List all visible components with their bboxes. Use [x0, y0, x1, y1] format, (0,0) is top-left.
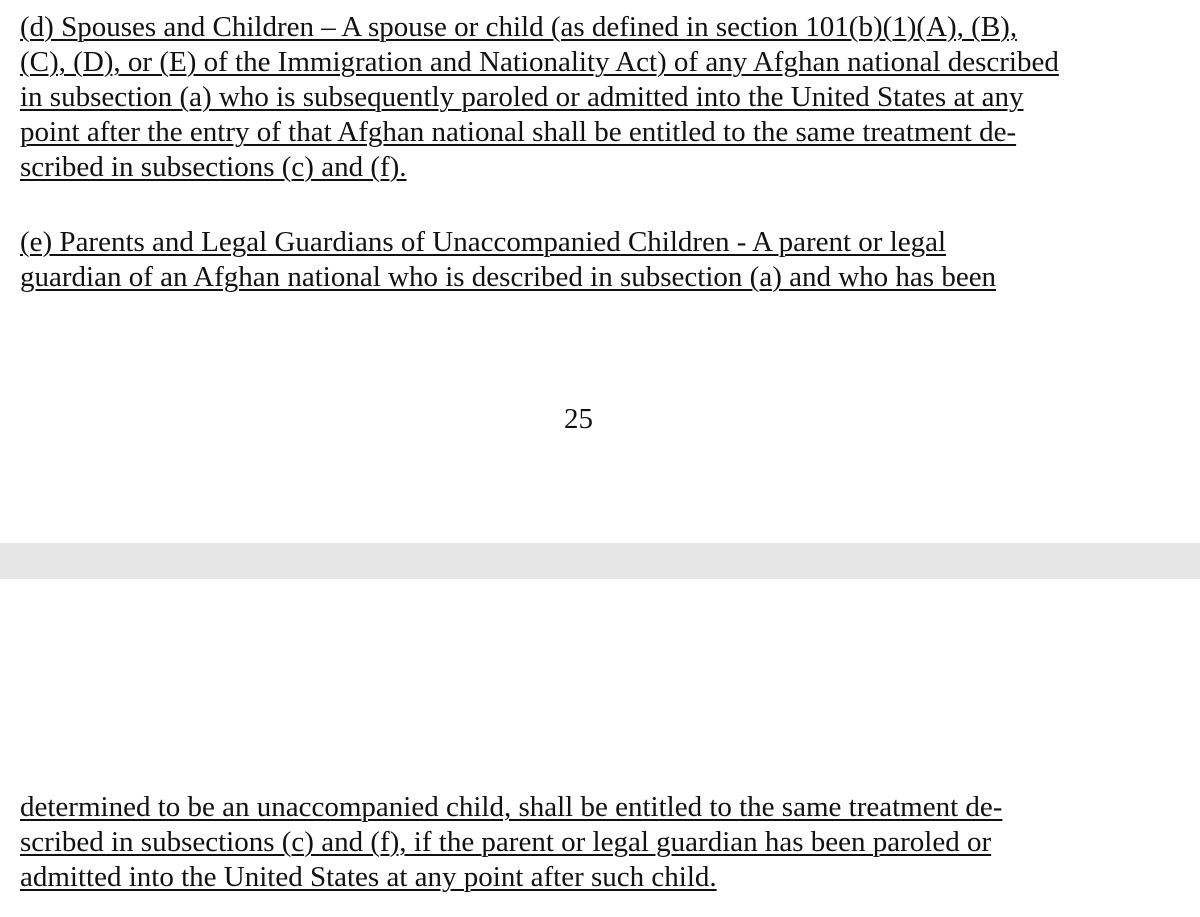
- page-separator: [0, 543, 1200, 579]
- text-line: scribed in subsections (c) and (f), if the parent or legal guardian has been paroled or: [20, 826, 992, 858]
- text-line: (C), (D), or (E) of the Immigration and Nationality Act) of any Afghan national described: [20, 46, 1059, 78]
- paragraph-e-continuation: [20, 790, 1190, 895]
- text-line: determined to be an unaccompanied child, shall be entitled to the same treatment de-: [20, 791, 1003, 823]
- text-line: (d) Spouses and Children – A spouse or child (as defined in section 101(b)(1)(A), (B),: [20, 11, 1018, 43]
- paragraph-e-parents-and-legal-guardians: [20, 225, 1190, 295]
- text-line: guardian of an Afghan national who is described in subsection (a) and who has been: [20, 261, 997, 293]
- paragraph-d-spouses-and-children: [20, 10, 1190, 185]
- text-line: admitted into the United States at any point after such child.: [20, 861, 717, 893]
- text-line: scribed in subsections (c) and (f).: [20, 151, 407, 183]
- text-line: in subsection (a) who is subsequently paroled or admitted into the United States at any: [20, 81, 1024, 113]
- text-line: (e) Parents and Legal Guardians of Unaccompanied Children - A parent or legal: [20, 226, 947, 258]
- page-number: 25: [564, 403, 593, 435]
- text-line: point after the entry of that Afghan national shall be entitled to the same treatment de-: [20, 116, 1017, 148]
- document-page-26: [0, 579, 1200, 917]
